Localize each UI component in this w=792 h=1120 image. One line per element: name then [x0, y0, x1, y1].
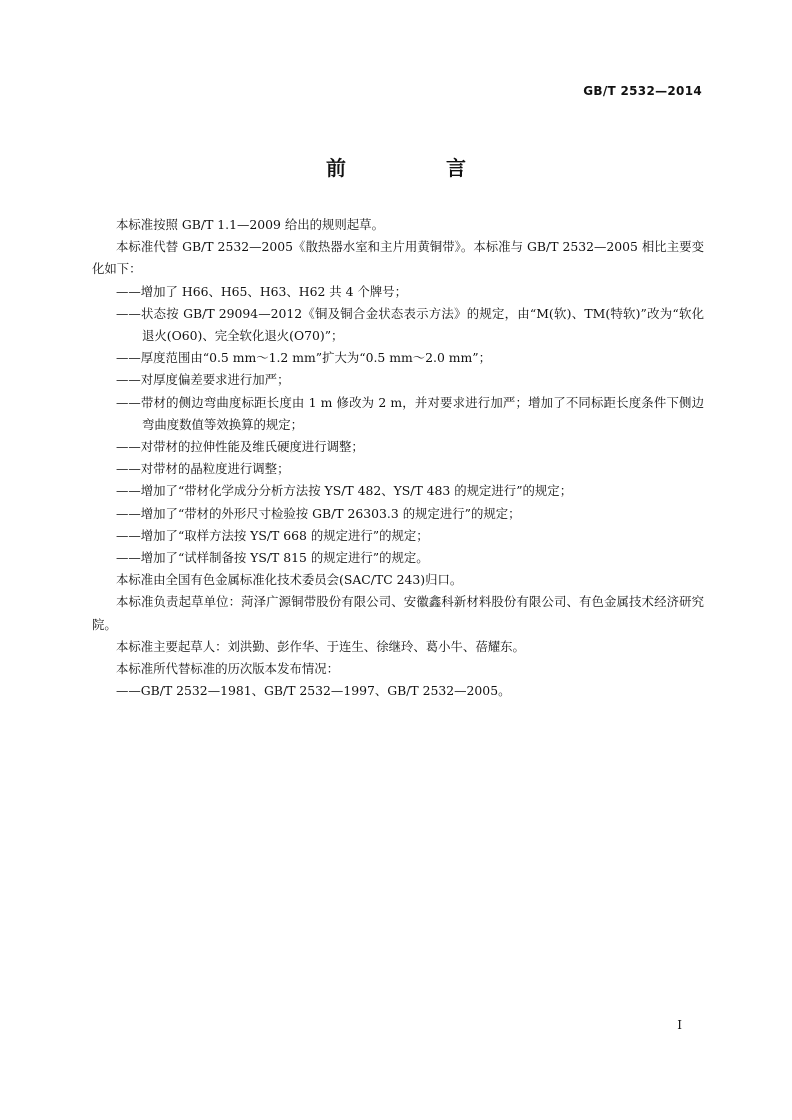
- standard-code: GB/T 2532—2014: [583, 84, 702, 98]
- document-body: [92, 214, 704, 702]
- paragraph: 本标准由全国有色金属标准化技术委员会(SAC/TC 243)归口。: [116, 572, 463, 588]
- list-item: ——带材的侧边弯曲度标距长度由 1 m 修改为 2 m，并对要求进行加严；增加了不同标距长度条件下侧边弯曲度数值等效换算的规定；: [116, 394, 704, 432]
- list-item: ——GB/T 2532—1981、GB/T 2532—1997、GB/T 2532—2005。: [116, 683, 511, 699]
- list-item: ——对带材的晶粒度进行调整；: [116, 461, 290, 477]
- paragraph: 本标准按照 GB/T 1.1—2009 给出的规则起草。: [116, 217, 384, 232]
- paragraph: 本标准主要起草人：刘洪勤、彭作华、于连生、徐继玲、葛小牛、蓓耀东。: [116, 638, 525, 654]
- list-item: ——对厚度偏差要求进行加严；: [116, 372, 290, 388]
- list-item: ——增加了“带材的外形尺寸检验按 GB/T 26303.3 的规定进行”的规定；: [116, 505, 521, 521]
- list-item: ——增加了 H66、H65、H63、H62 共 4 个牌号；: [116, 283, 408, 299]
- paragraph: 本标准所代替标准的历次版本发布情况：: [116, 661, 340, 677]
- paragraph: 本标准代替 GB/T 2532—2005《散热器水室和主片用黄铜带》。本标准与 GB/T 2532—2005 相比主要变化如下：: [92, 239, 704, 277]
- list-item: ——对带材的拉伸性能及维氏硬度进行调整；: [116, 439, 364, 455]
- list-item: ——增加了“带材化学成分分析方法按 YS/T 482、YS/T 483 的规定进行”的规定；: [116, 483, 573, 499]
- paragraph: 本标准负责起草单位：菏泽广源铜带股份有限公司、安徽鑫科新材料股份有限公司、有色金属技术经济研究院。: [92, 594, 704, 632]
- list-item: ——增加了“取样方法按 YS/T 668 的规定进行”的规定；: [116, 527, 429, 543]
- list-item: ——增加了“试样制备按 YS/T 815 的规定进行”的规定。: [116, 550, 429, 566]
- page-number: I: [677, 1018, 682, 1032]
- list-item: ——厚度范围由“0.5 mm～1.2 mm”扩大为“0.5 mm～2.0 mm”；: [116, 350, 491, 366]
- page-title: 前 言: [326, 156, 506, 180]
- list-item: ——状态按 GB/T 29094—2012《铜及铜合金状态表示方法》的规定，由“M(软)、TM(特软)”改为“软化退火(O60)、完全软化退火(O70)”；: [116, 305, 704, 344]
